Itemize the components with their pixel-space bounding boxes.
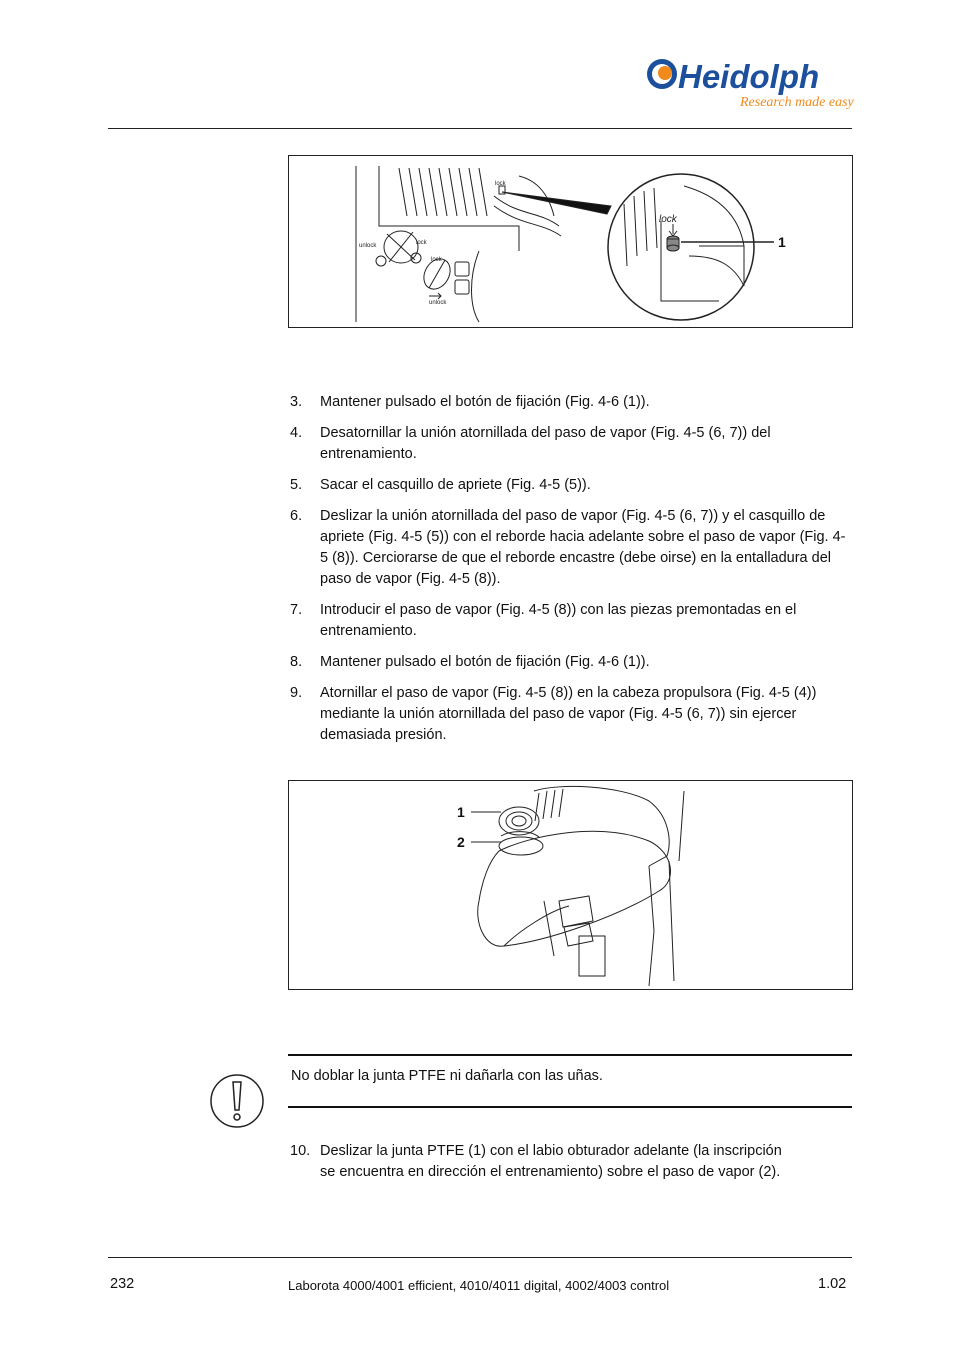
step-text: Sacar el casquillo de apriete (Fig. 4-5 (5)). <box>320 477 591 493</box>
list-item <box>290 423 850 465</box>
label-lock-3: lock <box>431 257 442 263</box>
step-text: Deslizar la unión atornillada del paso de vapor (Fig. 4-5 (6, 7)) y el casquillo de apriete (Fig. 4-5 (5)) con el reborde hacia adelante sobre el paso de vapor (Fig. 4-5 (8)). Cerciorarse de que el reborde encastre (debe oirse) en la entalladura del paso de vapor (Fig. 4-5 (8)). <box>320 508 846 587</box>
brand-name: Heidolph <box>678 58 820 95</box>
heidolph-logo <box>640 50 860 112</box>
brand-tagline: Research made easy <box>740 95 854 110</box>
list-item <box>290 600 850 642</box>
step-text: Atornillar el paso de vapor (Fig. 4-5 (8)) en la cabeza propulsora (Fig. 4-5 (4)) mediante la unión atornillada del paso de vapor (Fig. 4-5 (6, 7)) sin ejercer demasiada presión. <box>320 685 817 743</box>
page-number: 232 <box>110 1276 135 1292</box>
list-item <box>290 392 850 413</box>
steps-list-2 <box>290 1141 863 1193</box>
step-number: 10. <box>290 1143 311 1159</box>
warning-top-rule <box>288 1054 852 1056</box>
label-unlock: unlock <box>359 243 377 249</box>
step-number: 6. <box>290 508 303 524</box>
list-item <box>290 506 850 590</box>
figure-ptfe-seal <box>288 780 853 990</box>
exclamation-icon <box>208 1072 268 1132</box>
footer-rule <box>108 1257 852 1258</box>
list-item <box>290 652 850 673</box>
document-version: 1.02 <box>818 1276 847 1292</box>
label-lock-small: lock <box>495 181 506 187</box>
header-rule <box>108 128 852 129</box>
list-item <box>290 683 850 746</box>
step-number: 3. <box>290 394 303 410</box>
list-item <box>290 475 850 496</box>
step-text: Desatornillar la unión atornillada del paso de vapor (Fig. 4-5 (6, 7)) del entrenamiento. <box>320 425 771 462</box>
step-text: Mantener pulsado el botón de fijación (Fig. 4-6 (1)). <box>320 394 650 410</box>
step-number: 4. <box>290 425 303 441</box>
steps-list-1 <box>290 392 850 756</box>
list-item <box>290 1141 863 1183</box>
step-number: 5. <box>290 477 303 493</box>
step-text: Deslizar la junta PTFE (1) con el labio obturador adelante (la inscripción se encuentra en dirección el entrenamiento) sobre el paso de vapor (2). <box>320 1143 863 1180</box>
step-number: 9. <box>290 685 303 701</box>
warning-text: No doblar la junta PTFE ni dañarla con las uñas. <box>291 1068 603 1084</box>
step-number: 7. <box>290 602 303 618</box>
callout-1: 1 <box>778 234 786 250</box>
warning-bottom-rule <box>288 1106 852 1108</box>
callout-1: 1 <box>457 804 465 820</box>
figure-lock-button <box>288 155 853 328</box>
document-title: Laborota 4000/4001 efficient, 4010/4011 digital, 4002/4003 control <box>288 1278 670 1293</box>
step-number: 8. <box>290 654 303 670</box>
step-text: Mantener pulsado el botón de fijación (Fig. 4-6 (1)). <box>320 654 650 670</box>
label-lock-2: lock <box>416 240 427 246</box>
label-unlock-2: unlock <box>429 300 447 306</box>
label-lock-zoom: lock <box>659 214 677 225</box>
callout-2: 2 <box>457 834 465 850</box>
step-text: Introducir el paso de vapor (Fig. 4-5 (8)) con las piezas premontadas en el entrenamiento. <box>320 602 797 639</box>
